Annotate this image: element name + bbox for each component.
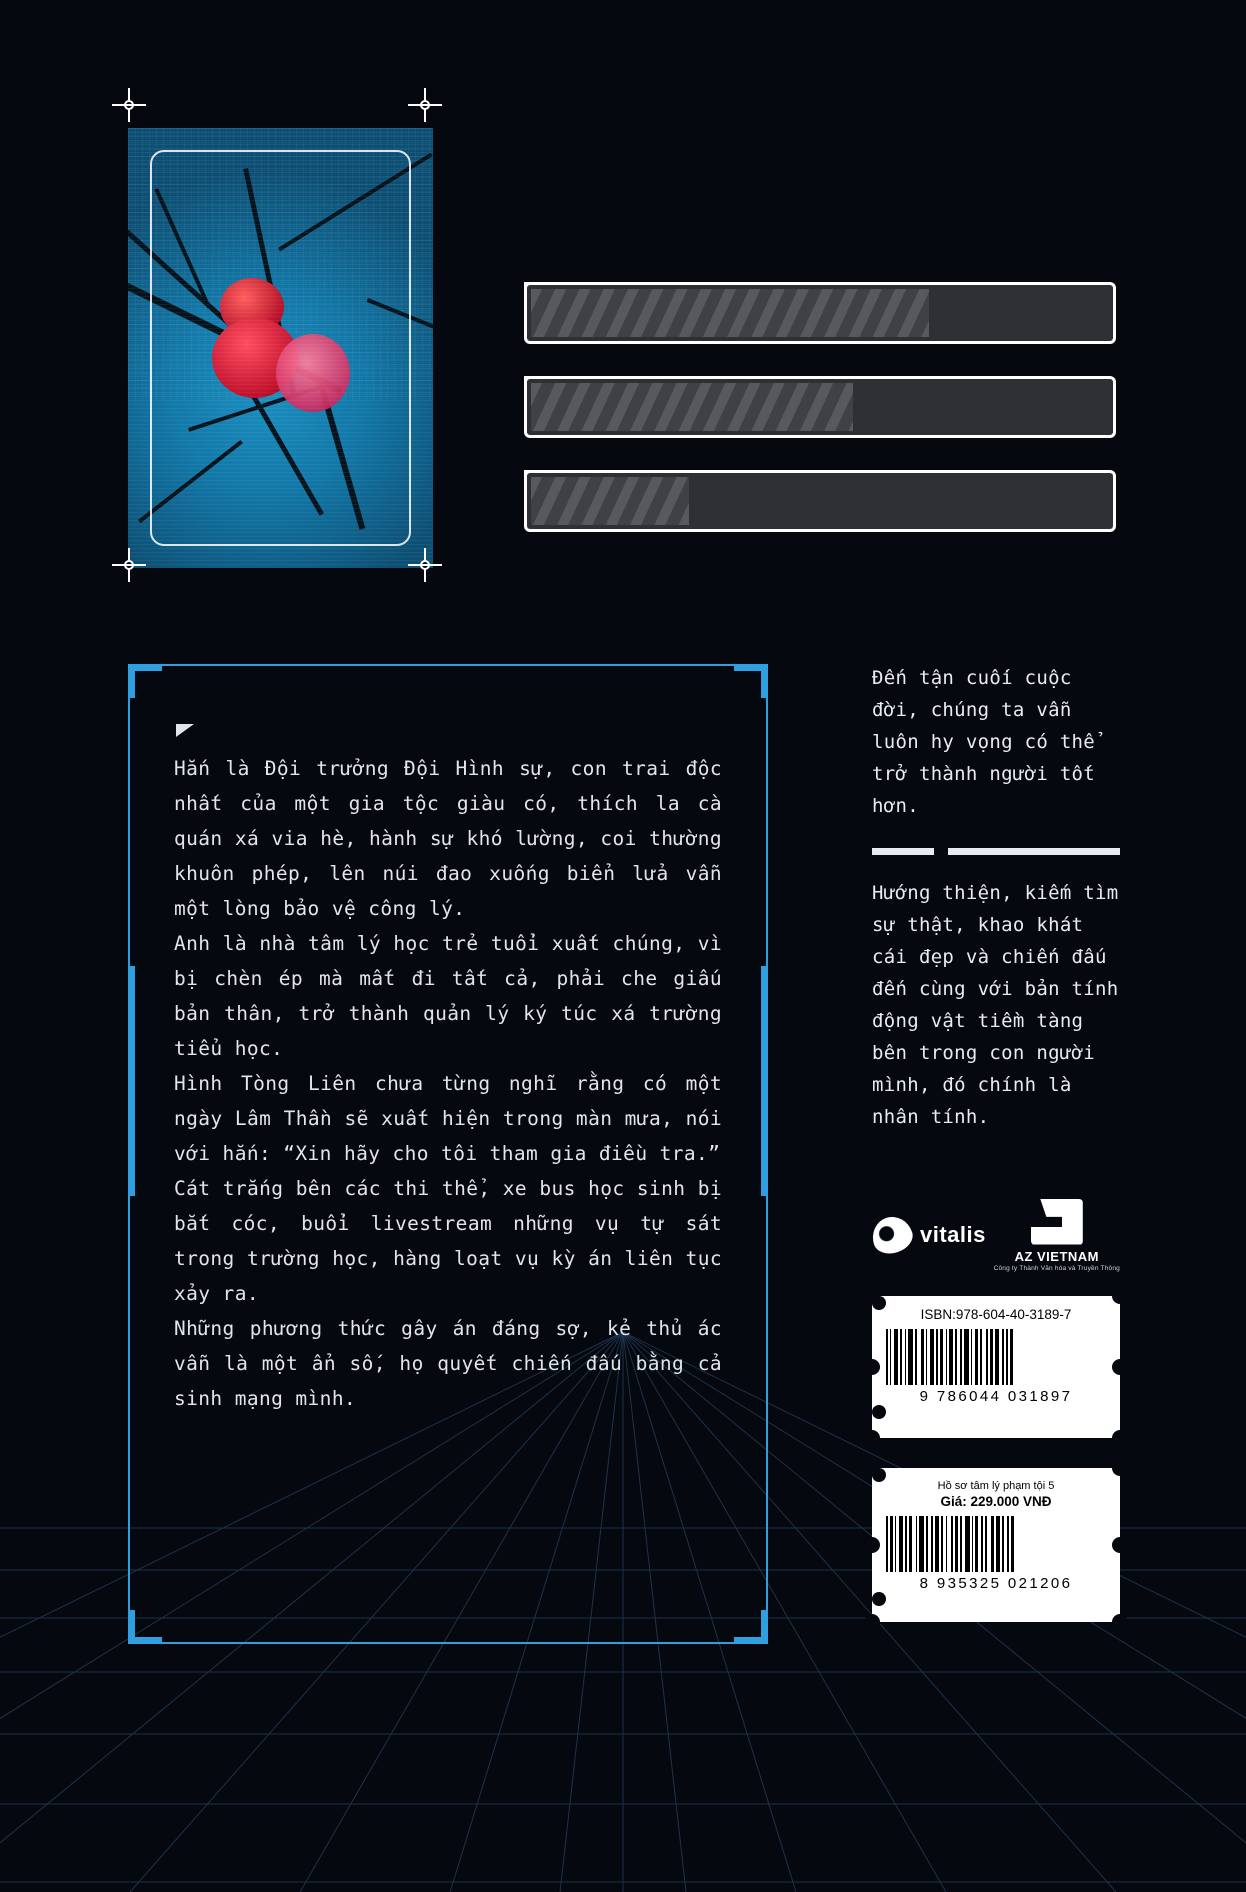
panel-corner	[734, 1610, 768, 1644]
flag-marker-icon	[176, 724, 194, 737]
price-barcode	[872, 1468, 1120, 1622]
az-sublabel: Công ty Thành Văn hóa và Truyền Thông	[993, 1264, 1120, 1272]
sparkle-icon	[408, 548, 442, 582]
price-title: Hồ sơ tâm lý phạm tội 5	[937, 1480, 1055, 1492]
cover-inner-frame	[150, 150, 411, 546]
progress-bar-1	[524, 282, 1116, 344]
isbn-barcode	[872, 1296, 1120, 1438]
quote-column	[872, 662, 1120, 1133]
quote-top: Đến tận cuối cuộc đời, chúng ta vẫn luôn hy vọng có thể trở thành người tốt hơn.	[872, 667, 1096, 817]
publisher-logos	[872, 1200, 1120, 1270]
divider-rule	[872, 848, 1120, 855]
decorative-bars	[524, 282, 1116, 564]
az-label: AZ VIETNAM	[1014, 1248, 1100, 1264]
sparkle-icon	[112, 88, 146, 122]
synopsis-paragraph: Những phương thức gây án đáng sợ, kẻ thủ ác vẫn là một ẩn số, họ quyết chiến đấu bằng cả sinh mạng mình.	[174, 1317, 722, 1410]
panel-corner	[128, 664, 162, 698]
leaf-icon	[867, 1212, 916, 1259]
price-value: Giá: 229.000 VNĐ	[940, 1494, 1052, 1509]
vitalis-label: vitalis	[920, 1222, 986, 1247]
bar-fill	[531, 383, 853, 431]
bar-fill	[531, 477, 689, 525]
price-barcode-digits: 8 935325 021206	[919, 1575, 1073, 1592]
sparkle-icon	[408, 88, 442, 122]
quote-bottom: Hướng thiện, kiếm tìm sự thật, khao khát cái đẹp và chiến đấu đến cùng với bản tính động vật tiềm tàng bên trong con người mình, đó chính là nhân tính.	[872, 882, 1119, 1128]
vitalis-logo	[872, 1217, 986, 1253]
synopsis-paragraph: Anh là nhà tâm lý học trẻ tuổi xuất chúng, vì bị chèn ép mà mất đi tất cả, phải che giấu bản thân, trở thành quản lý ký túc xá trường tiểu học.	[174, 932, 722, 1060]
barcode-bars	[886, 1329, 1106, 1385]
panel-side-tick	[761, 966, 768, 1196]
panel-corner	[128, 1610, 162, 1644]
panel-side-tick	[128, 966, 135, 1196]
synopsis-paragraph: Hình Tòng Liên chưa từng nghĩ rằng có một ngày Lâm Thần sẽ xuất hiện trong màn mưa, nói với hắn: “Xin hãy cho tôi tham gia điều tra.”	[174, 1072, 722, 1165]
az-vietnam-logo	[994, 1199, 1120, 1272]
progress-bar-2	[524, 376, 1116, 438]
barcode-bars	[886, 1516, 1106, 1572]
synopsis-paragraph: Hắn là Đội trưởng Đội Hình sự, con trai độc nhất của một gia tộc giàu có, thích la cà quán xá via hè, hành sự khó lường, coi thường khuôn phép, lên núi đao xuống biển lửa vẫn một lòng bảo vệ công lý.	[174, 757, 722, 920]
book-cover-artwork	[128, 128, 433, 568]
panel-corner	[734, 664, 768, 698]
synopsis-panel	[128, 664, 768, 1644]
progress-bar-3	[524, 470, 1116, 532]
synopsis-paragraph: Cát trắng bên các thi thể, xe bus học sinh bị bắt cóc, buổi livestream những vụ tự sát trong trường học, hàng loạt vụ kỳ án liên tục xảy ra.	[174, 1177, 722, 1305]
isbn-digits: 9 786044 031897	[919, 1388, 1073, 1405]
bar-fill	[531, 289, 929, 337]
sparkle-icon	[112, 548, 146, 582]
isbn-text: ISBN:978-604-40-3189-7	[920, 1307, 1072, 1322]
az-monogram-icon	[1031, 1199, 1083, 1245]
